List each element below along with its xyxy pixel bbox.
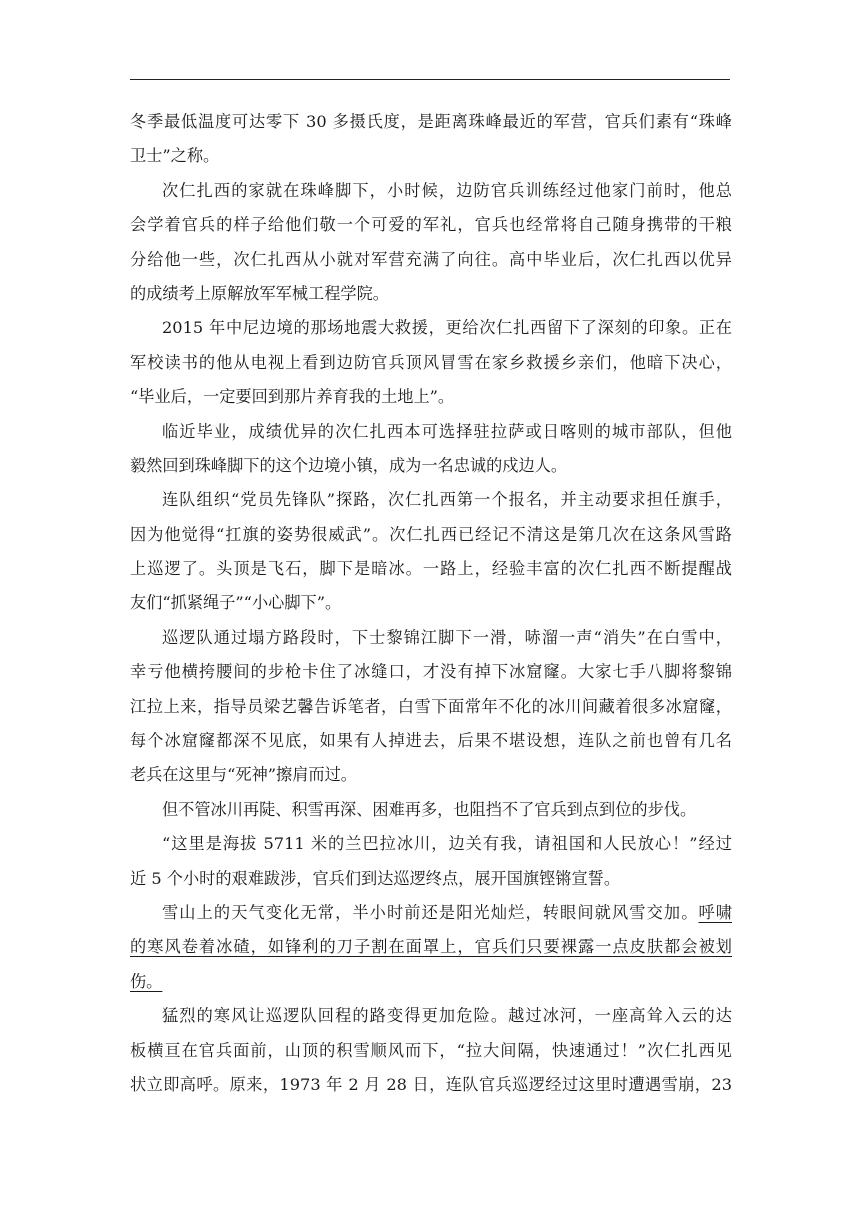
text-line	[130, 380, 732, 414]
text-line-content: “这里是海拔 5711 米的兰巴拉冰川，边关有我，请祖国和人民放心！”经过	[162, 834, 732, 854]
text-line	[130, 930, 732, 964]
text-line	[130, 862, 732, 896]
text-line	[130, 346, 732, 380]
text-line	[130, 896, 732, 930]
text-line-content: 连队组织“党员先锋队”探路，次仁扎西第一个报名，并主动要求担任旗手，	[162, 490, 732, 510]
text-line-content: 临近毕业，成绩优异的次仁扎西本可选择驻拉萨或日喀则的城市部队，但他	[162, 421, 732, 441]
text-line	[130, 793, 732, 827]
underlined-text: 呼啸	[698, 902, 733, 922]
text-line-content: 猛烈的寒风让巡逻队回程的路变得更加危险。越过冰河，一座高耸入云的达	[162, 1006, 732, 1026]
text-line	[130, 449, 732, 483]
text-line-content: 因为他觉得“扛旗的姿势很威武”。次仁扎西已经记不清这是第几次在这条风雪路	[130, 524, 732, 544]
article-body	[130, 105, 732, 1102]
text-line	[130, 174, 732, 208]
text-line-content: 近 5 个小时的艰难跋涉，官兵们到达巡逻终点，展开国旗铿锵宣誓。	[130, 868, 621, 888]
text-line	[130, 655, 732, 689]
text-line-content: 但不管冰川再陡、积雪再深、困难再多，也阻挡不了官兵到点到位的步伐。	[162, 799, 697, 819]
text-line	[130, 139, 732, 173]
text-line-content: 每个冰窟窿都深不见底，如果有人掉进去，后果不堪设想，连队之前也曾有几名	[130, 731, 732, 751]
text-line-content: 分给他一些，次仁扎西从小就对军营充满了向往。高中毕业后，次仁扎西以优异	[130, 249, 732, 269]
text-line	[130, 965, 732, 999]
text-line-content: 江拉上来，指导员梁艺馨告诉笔者，白雪下面常年不化的冰川间藏着很多冰窟窿，	[130, 696, 732, 716]
text-line	[130, 552, 732, 586]
text-line-content: 军校读书的他从电视上看到边防官兵顶风冒雪在家乡救援乡亲们，他暗下决心，	[130, 352, 732, 372]
text-line	[130, 621, 732, 655]
text-line	[130, 1068, 732, 1102]
text-line-content: 友们“抓紧绳子”“小心脚下”。	[130, 593, 342, 613]
text-line-content: 板横亘在官兵面前，山顶的积雪顺风而下，“拉大间隔，快速通过！”次仁扎西见	[130, 1040, 732, 1060]
text-line	[130, 277, 732, 311]
text-line-content: 毅然回到珠峰脚下的这个边境小镇，成为一名忠诚的戍边人。	[130, 455, 568, 475]
text-line-content: 次仁扎西的家就在珠峰脚下，小时候，边防官兵训练经过他家门前时，他总	[162, 180, 732, 200]
text-line-content: 会学着官兵的样子给他们敬一个可爱的军礼，官兵也经常将自己随身携带的干粮	[130, 215, 732, 235]
text-line-content: 上巡逻了。头顶是飞石，脚下是暗冰。一路上，经验丰富的次仁扎西不断提醒战	[130, 559, 732, 579]
text-line-content: 雪山上的天气变化无常，半小时前还是阳光灿烂，转眼间就风雪交加。	[162, 902, 699, 922]
text-line-content: “毕业后，一定要回到那片养育我的土地上”。	[130, 387, 455, 407]
text-line	[130, 518, 732, 552]
text-line	[130, 999, 732, 1033]
text-line	[130, 415, 732, 449]
text-line	[130, 586, 732, 620]
text-line	[130, 311, 732, 345]
underlined-text: 的寒风卷着冰碴，如锋利的刀子割在面罩上，官兵们只要裸露一点皮肤都会被划	[130, 937, 732, 957]
text-line	[130, 827, 732, 861]
text-line	[130, 758, 732, 792]
text-line	[130, 243, 732, 277]
text-line	[130, 724, 732, 758]
text-line	[130, 690, 732, 724]
underlined-text: 伤。	[130, 971, 163, 991]
text-line	[130, 1034, 732, 1068]
text-line-content: 卫士”之称。	[130, 146, 220, 166]
text-line-content: 状立即高呼。原来，1973 年 2 月 28 日，连队官兵巡逻经过这里时遭遇雪崩，23	[130, 1074, 732, 1094]
text-line-content: 的成绩考上原解放军军械工程学院。	[130, 283, 389, 303]
text-line-content: 幸亏他横挎腰间的步枪卡住了冰缝口，才没有掉下冰窟窿。大家七手八脚将黎锦	[130, 662, 732, 682]
text-line-content: 冬季最低温度可达零下 30 多摄氏度，是距离珠峰最近的军营，官兵们素有“珠峰	[130, 112, 732, 131]
text-line	[130, 208, 732, 242]
text-line	[130, 483, 732, 517]
header-rule	[130, 79, 730, 80]
text-line-content: 2015 年中尼边境的那场地震大救援，更给次仁扎西留下了深刻的印象。正在	[162, 318, 732, 338]
text-line-content: 老兵在这里与“死神”擦肩而过。	[130, 765, 357, 785]
text-line-content: 巡逻队通过塌方路段时，下士黎锦江脚下一滑，哧溜一声“消失”在白雪中，	[162, 627, 732, 647]
text-line	[130, 105, 732, 139]
